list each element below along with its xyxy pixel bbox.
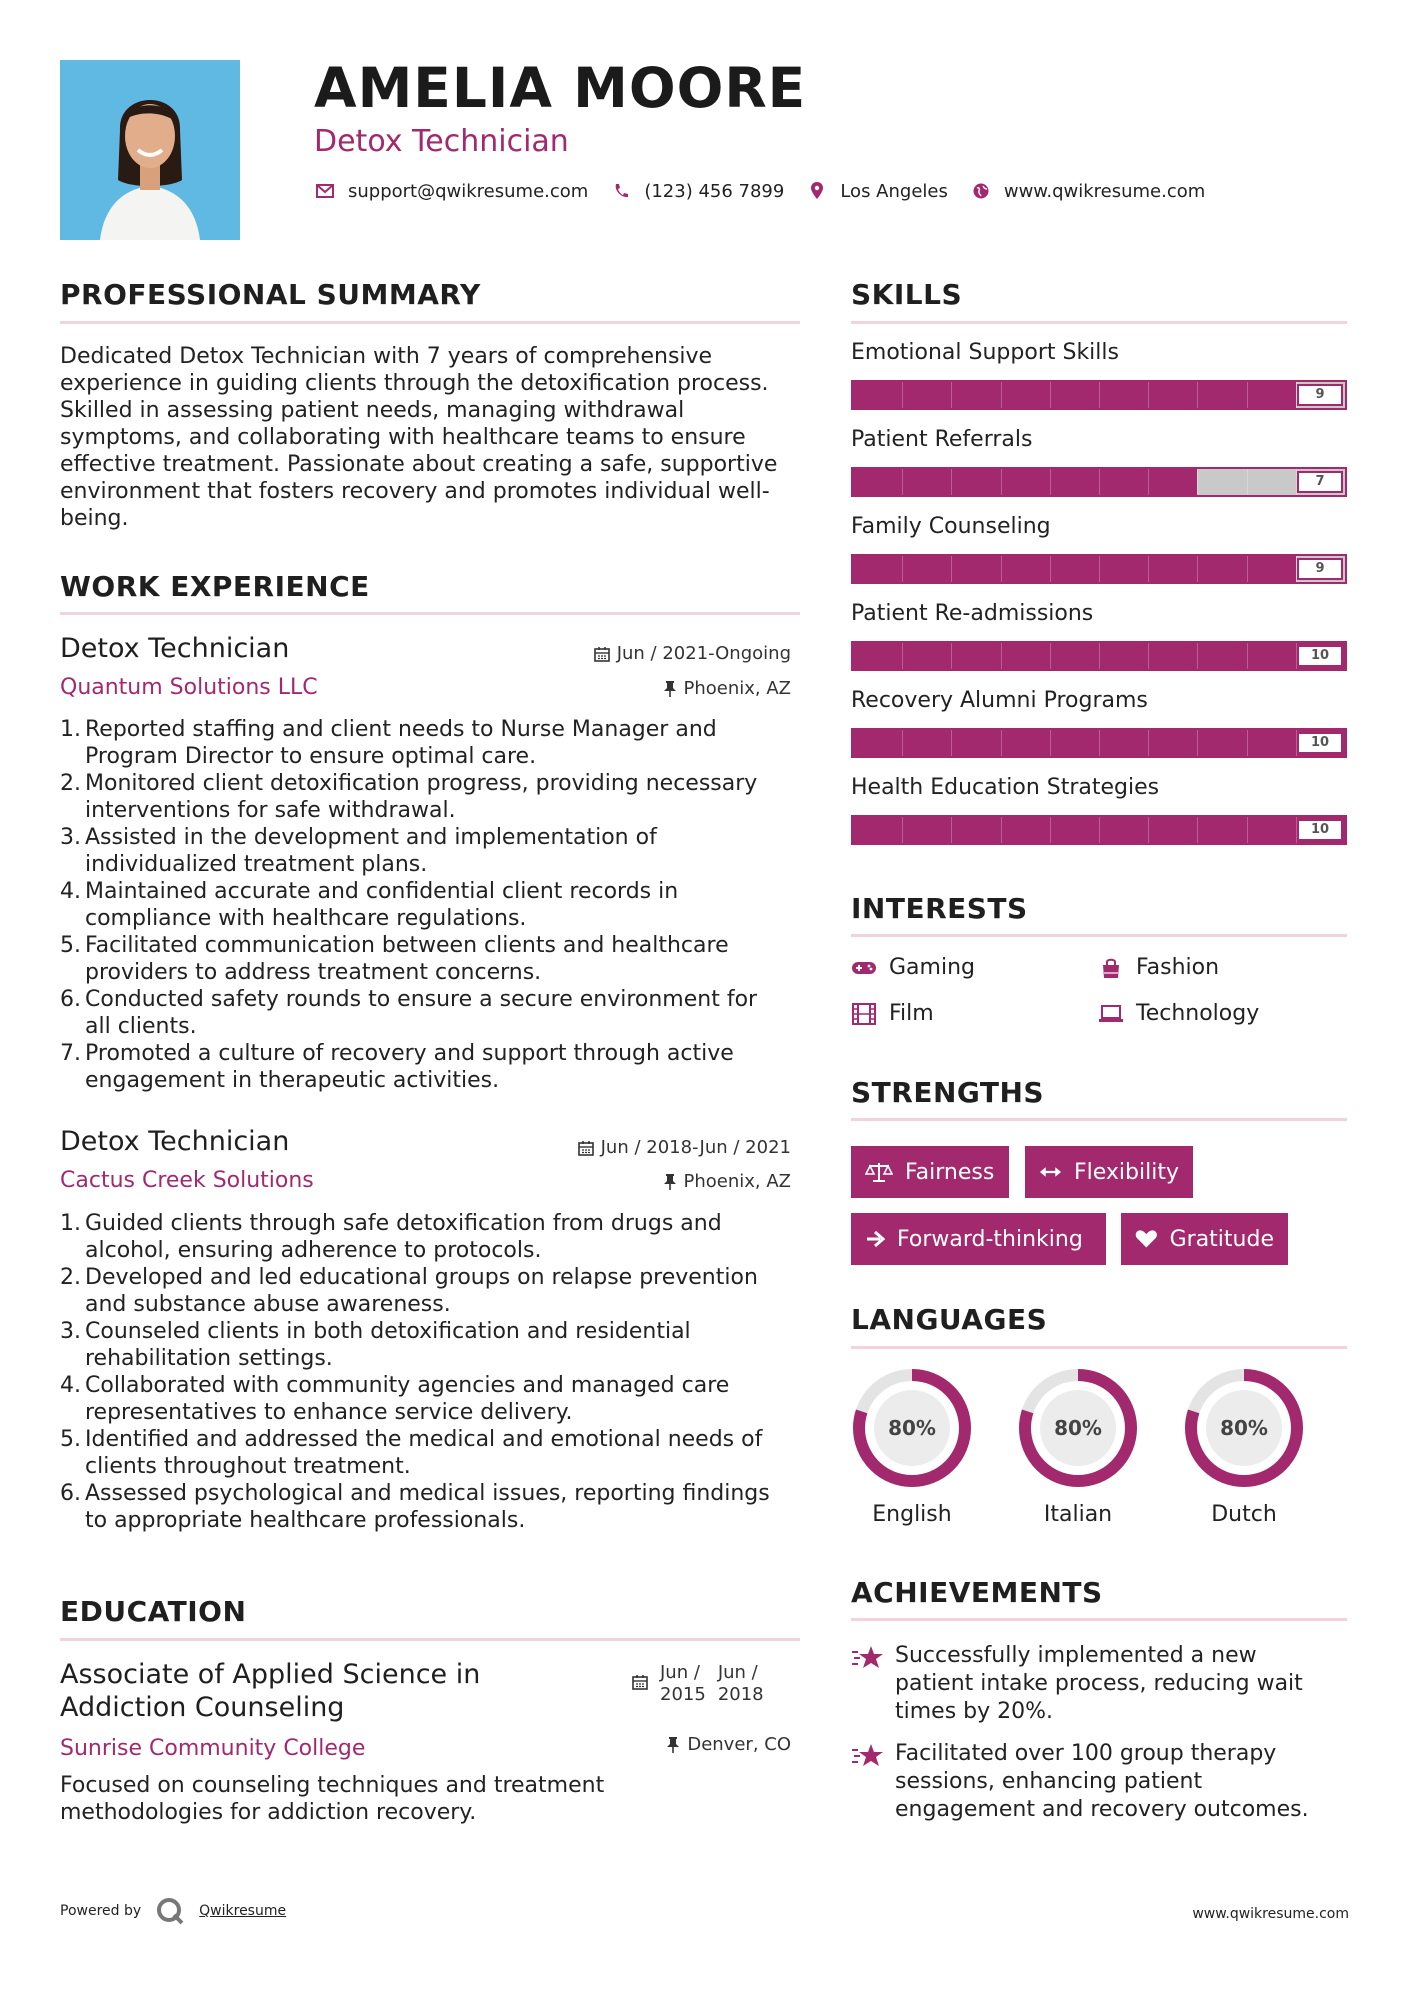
arrows-horizontal-icon — [1039, 1165, 1062, 1179]
item-number: 1. — [60, 717, 81, 742]
degree-line: Associate of Applied Science in — [60, 1659, 481, 1690]
skill-bar-segment — [1050, 556, 1051, 582]
skill-label: Emotional Support Skills — [851, 340, 1119, 365]
list-item — [60, 824, 800, 878]
skill-bar-segment — [951, 556, 952, 582]
item-text: Facilitated communication between clients and healthcare — [85, 933, 729, 958]
powered-by-label: Powered by — [60, 1903, 142, 1919]
interest-film — [851, 1001, 934, 1026]
globe-icon — [970, 180, 992, 202]
skill-bar-segment — [902, 817, 903, 843]
languages-heading: LANGUAGES — [851, 1303, 1048, 1336]
summary-heading: PROFESSIONAL SUMMARY — [60, 278, 481, 311]
language-ring — [1183, 1367, 1305, 1489]
heart-icon — [1135, 1229, 1158, 1249]
skill-bar-fill — [853, 469, 1197, 495]
skill-bar-segment — [1050, 817, 1051, 843]
date-line: 2018 — [717, 1684, 764, 1705]
item-text: Program Director to ensure optimal care. — [85, 744, 537, 769]
list-item — [60, 878, 800, 932]
achievement-item — [851, 1642, 1351, 1726]
skills-heading: SKILLS — [851, 278, 963, 311]
language-ring — [1017, 1367, 1139, 1489]
achievement-line: Successfully implemented a new — [895, 1643, 1257, 1668]
skill-bar-segment — [1001, 817, 1002, 843]
skill-value: 10 — [1297, 732, 1343, 754]
language-name: Dutch — [1211, 1502, 1277, 1527]
skill-value: 10 — [1297, 645, 1343, 667]
pushpin-icon — [663, 680, 677, 698]
interest-fashion — [1098, 955, 1219, 980]
job-date — [594, 643, 791, 664]
skill-bar-segment — [902, 643, 903, 669]
list-item — [60, 1210, 800, 1264]
list-item — [60, 716, 800, 770]
item-text: Counseled clients in both detoxification and residential — [85, 1319, 691, 1344]
achievement-line: Facilitated over 100 group therapy — [895, 1741, 1277, 1766]
contact-location: Los Angeles — [840, 180, 948, 202]
item-number: 5. — [60, 1427, 81, 1452]
star-icon — [851, 1740, 895, 1824]
skill-value: 10 — [1297, 819, 1343, 841]
skill-bar-segment — [951, 730, 952, 756]
achievement-text — [895, 1740, 1309, 1824]
shopping-bag-icon — [1098, 957, 1124, 979]
footer-powered-by — [60, 1896, 286, 1926]
skill-bar-fill — [853, 556, 1296, 582]
skill-bar-segment — [1099, 817, 1100, 843]
job-duties-list — [60, 1210, 800, 1534]
skill-bar-segment — [1001, 382, 1002, 408]
skill-bar-segment — [902, 556, 903, 582]
item-text: Reported staffing and client needs to Nurse Manager and — [85, 717, 717, 742]
qwikresume-logo-icon — [155, 1896, 185, 1926]
language-percent: 80% — [1054, 1416, 1102, 1440]
item-number: 4. — [60, 879, 81, 904]
skill-bar — [851, 467, 1347, 497]
footer-website[interactable]: www.qwikresume.com — [1192, 1906, 1349, 1922]
list-item — [60, 1426, 800, 1480]
skill-bar-segment — [1050, 730, 1051, 756]
phone-icon — [610, 180, 632, 202]
item-number: 6. — [60, 1481, 81, 1506]
profile-photo — [60, 60, 240, 240]
skill-bar-segment — [1197, 556, 1198, 582]
interest-label: Technology — [1136, 1001, 1260, 1026]
summary-rule — [60, 321, 800, 324]
interests-heading: INTERESTS — [851, 892, 1028, 925]
job-company: Cactus Creek Solutions — [60, 1168, 314, 1193]
skills-rule — [851, 321, 1347, 324]
skill-bar-segment — [1197, 817, 1198, 843]
skill-bar-segment — [1197, 730, 1198, 756]
strength-fairness — [851, 1146, 1009, 1198]
strengths-heading: STRENGTHS — [851, 1076, 1045, 1109]
item-text: Collaborated with community agencies and managed care — [85, 1373, 730, 1398]
achievement-line: patient intake process, reducing wait — [895, 1671, 1303, 1696]
language-progress-ring — [1183, 1367, 1305, 1489]
item-number: 2. — [60, 771, 81, 796]
candidate-name: AMELIA MOORE — [314, 56, 807, 120]
job-location-text: Phoenix, AZ — [683, 1171, 791, 1192]
language-progress-ring — [1017, 1367, 1139, 1489]
skill-bar-segment — [1148, 556, 1149, 582]
candidate-title: Detox Technician — [314, 124, 569, 159]
item-number: 3. — [60, 1319, 81, 1344]
skill-value: 7 — [1297, 471, 1343, 493]
summary-line: symptoms, and collaborating with healthcare teams to ensure — [60, 425, 746, 450]
item-text: Developed and led educational groups on relapse prevention — [85, 1265, 758, 1290]
item-text: Assisted in the development and implementation of — [85, 825, 657, 850]
list-item — [60, 1318, 800, 1372]
skill-value: 9 — [1297, 384, 1343, 406]
item-text: and substance abuse awareness. — [85, 1292, 451, 1317]
item-text: Maintained accurate and confidential client records in — [85, 879, 679, 904]
skill-bar-segment — [951, 382, 952, 408]
skill-label: Recovery Alumni Programs — [851, 688, 1148, 713]
skill-bar-segment — [1148, 382, 1149, 408]
degree-line: Addiction Counseling — [60, 1692, 345, 1723]
arrow-right-icon — [865, 1230, 885, 1248]
language-percent: 80% — [888, 1416, 936, 1440]
list-item — [60, 932, 800, 986]
job-duties-list — [60, 716, 800, 1094]
summary-line: effective treatment. Passionate about creating a safe, supportive — [60, 452, 778, 477]
job-title: Detox Technician — [60, 633, 290, 664]
job-location — [663, 1171, 792, 1192]
contact-email[interactable]: support@qwikresume.com — [348, 180, 589, 202]
achievement-line: sessions, enhancing patient — [895, 1769, 1203, 1794]
skill-bar-segment — [902, 469, 903, 495]
item-number: 3. — [60, 825, 81, 850]
summary-text — [60, 343, 820, 532]
summary-line: Skilled in assessing patient needs, managing withdrawal — [60, 398, 685, 423]
strength-flexibility — [1025, 1146, 1193, 1198]
gamepad-icon — [851, 960, 877, 976]
skill-bar — [851, 728, 1347, 758]
interest-technology — [1098, 1001, 1259, 1026]
calendar-icon — [594, 646, 610, 662]
achievements-rule — [851, 1618, 1347, 1621]
skill-bar — [851, 554, 1347, 584]
job-date-text: Jun / 2021-Ongoing — [616, 643, 791, 664]
skill-bar-segment — [1050, 643, 1051, 669]
language-progress-ring — [851, 1367, 973, 1489]
list-item — [60, 1040, 800, 1094]
skill-bar-segment — [1050, 382, 1051, 408]
star-icon — [851, 1642, 895, 1726]
item-text: to appropriate healthcare professionals. — [85, 1508, 526, 1533]
job-location-text: Phoenix, AZ — [683, 678, 791, 699]
list-item — [60, 1264, 800, 1318]
achievement-line: times by 20%. — [895, 1699, 1054, 1724]
list-item — [60, 986, 800, 1040]
item-text: alcohol, ensuring adherence to protocols. — [85, 1238, 542, 1263]
strengths-rule — [851, 1118, 1347, 1121]
skill-bar-segment — [1099, 556, 1100, 582]
item-text: Identified and addressed the medical and emotional needs of — [85, 1427, 763, 1452]
item-text: interventions for safe withdrawal. — [85, 798, 456, 823]
skill-label: Health Education Strategies — [851, 775, 1160, 800]
skill-bar-segment — [1001, 556, 1002, 582]
pushpin-icon — [663, 1173, 677, 1191]
skill-value: 9 — [1297, 558, 1343, 580]
skill-bar-segment — [1247, 382, 1248, 408]
contact-website[interactable]: www.qwikresume.com — [1003, 180, 1206, 202]
job-date-text: Jun / 2018-Jun / 2021 — [600, 1137, 791, 1158]
contact-phone[interactable]: (123) 456 7899 — [644, 180, 785, 202]
skill-bar-segment — [1099, 469, 1100, 495]
skill-bar-segment — [1247, 817, 1248, 843]
qwikresume-link[interactable]: Qwikresume — [199, 1903, 287, 1919]
summary-line: Dedicated Detox Technician with 7 years of comprehensive — [60, 344, 713, 369]
film-icon — [851, 1003, 877, 1025]
skill-bar-segment — [1001, 730, 1002, 756]
work-heading: WORK EXPERIENCE — [60, 570, 370, 603]
skill-bar-segment — [902, 730, 903, 756]
skill-bar-segment — [1197, 643, 1198, 669]
item-number: 4. — [60, 1373, 81, 1398]
pushpin-icon — [666, 1736, 680, 1754]
item-text: providers to address treatment concerns. — [85, 960, 542, 985]
item-text: Assessed psychological and medical issues, reporting findings — [85, 1481, 770, 1506]
language-name: English — [872, 1502, 952, 1527]
strength-label: Forward-thinking — [897, 1226, 1083, 1252]
item-text: individualized treatment plans. — [85, 852, 428, 877]
skill-bar-segment — [1148, 469, 1149, 495]
interest-label: Film — [889, 1001, 934, 1026]
skill-bar-segment — [1099, 643, 1100, 669]
skill-bar-segment — [1001, 469, 1002, 495]
language-name: Italian — [1043, 1502, 1113, 1527]
skill-bar-segment — [1148, 730, 1149, 756]
education-heading: EDUCATION — [60, 1595, 247, 1628]
date-line: 2015 — [660, 1684, 706, 1705]
description-line: Focused on counseling techniques and treatment — [60, 1773, 605, 1798]
item-text: Promoted a culture of recovery and support through active — [85, 1041, 734, 1066]
skill-bar-segment — [1247, 730, 1248, 756]
achievement-line: engagement and recovery outcomes. — [895, 1797, 1309, 1822]
item-text: all clients. — [85, 1014, 197, 1039]
skill-bar — [851, 815, 1347, 845]
skill-bar-segment — [1247, 556, 1248, 582]
education-location — [666, 1734, 791, 1755]
degree-title — [60, 1658, 480, 1724]
skill-bar-segment — [1247, 643, 1248, 669]
strength-label: Fairness — [905, 1159, 995, 1185]
skill-bar-segment — [951, 817, 952, 843]
job-company: Quantum Solutions LLC — [60, 675, 318, 700]
education-start — [660, 1662, 706, 1706]
calendar-icon — [632, 1674, 648, 1690]
language-ring — [851, 1367, 973, 1489]
skill-bar-segment — [1148, 643, 1149, 669]
item-text: rehabilitation settings. — [85, 1346, 333, 1371]
item-number: 5. — [60, 933, 81, 958]
skill-bar-segment — [1050, 469, 1051, 495]
skill-bar-segment — [1148, 817, 1149, 843]
interest-label: Fashion — [1136, 955, 1220, 980]
item-text: compliance with healthcare regulations. — [85, 906, 527, 931]
date-line: Jun / — [717, 1662, 758, 1683]
skill-bar-segment — [951, 469, 952, 495]
work-rule — [60, 612, 800, 615]
interest-gaming — [851, 955, 975, 980]
laptop-icon — [1098, 1005, 1124, 1023]
item-text: Guided clients through safe detoxification from drugs and — [85, 1211, 722, 1236]
job-location — [663, 678, 792, 699]
achievements-heading: ACHIEVEMENTS — [851, 1576, 1103, 1609]
skill-bar-segment — [1197, 469, 1198, 495]
strength-label: Flexibility — [1074, 1159, 1179, 1185]
language-percent: 80% — [1220, 1416, 1268, 1440]
achievement-item — [851, 1740, 1351, 1824]
skill-bar-segment — [902, 382, 903, 408]
summary-line: being. — [60, 506, 129, 531]
skill-label: Family Counseling — [851, 514, 1051, 539]
languages-rule — [851, 1346, 1347, 1349]
skill-bar — [851, 380, 1347, 410]
job-date — [578, 1137, 791, 1158]
contact-row — [314, 180, 1227, 202]
strength-label: Gratitude — [1169, 1226, 1274, 1252]
item-text: representatives to enhance service delivery. — [85, 1400, 573, 1425]
item-number: 7. — [60, 1041, 81, 1066]
date-line: Jun / — [660, 1662, 700, 1683]
skill-bar-segment — [1001, 643, 1002, 669]
education-rule — [60, 1638, 800, 1641]
interests-rule — [851, 934, 1347, 937]
skill-label: Patient Re-admissions — [851, 601, 1094, 626]
skill-bar-segment — [1197, 382, 1198, 408]
scale-icon — [865, 1161, 893, 1183]
school-name: Sunrise Community College — [60, 1736, 366, 1761]
summary-line: environment that fosters recovery and promotes individual well- — [60, 479, 770, 504]
list-item — [60, 1372, 800, 1426]
skill-bar-segment — [1099, 382, 1100, 408]
list-item — [60, 770, 800, 824]
education-location-text: Denver, CO — [687, 1734, 791, 1755]
strength-forward-thinking — [851, 1213, 1106, 1265]
item-number: 6. — [60, 987, 81, 1012]
job-title: Detox Technician — [60, 1126, 290, 1157]
skill-bar-fill — [853, 382, 1296, 408]
interest-label: Gaming — [889, 955, 975, 980]
strength-gratitude — [1121, 1213, 1288, 1265]
item-text: clients throughout treatment. — [85, 1454, 411, 1479]
list-item — [60, 1480, 800, 1534]
skill-bar — [851, 641, 1347, 671]
skill-bar-segment — [951, 643, 952, 669]
education-dates — [632, 1662, 764, 1706]
education-description — [60, 1772, 800, 1826]
item-text: engagement in therapeutic activities. — [85, 1068, 500, 1093]
map-pin-icon — [806, 180, 828, 202]
summary-line: experience in guiding clients through the detoxification process. — [60, 371, 769, 396]
item-number: 2. — [60, 1265, 81, 1290]
education-end — [718, 1662, 764, 1706]
item-text: Conducted safety rounds to ensure a secure environment for — [85, 987, 758, 1012]
description-line: methodologies for addiction recovery. — [60, 1800, 477, 1825]
envelope-icon — [314, 180, 336, 202]
item-number: 1. — [60, 1211, 81, 1236]
item-text: Monitored client detoxification progress, providing necessary — [85, 771, 758, 796]
skill-bar-segment — [1247, 469, 1248, 495]
achievement-text — [895, 1642, 1303, 1726]
calendar-icon — [578, 1140, 594, 1156]
skill-label: Patient Referrals — [851, 427, 1033, 452]
skill-bar-segment — [1099, 730, 1100, 756]
